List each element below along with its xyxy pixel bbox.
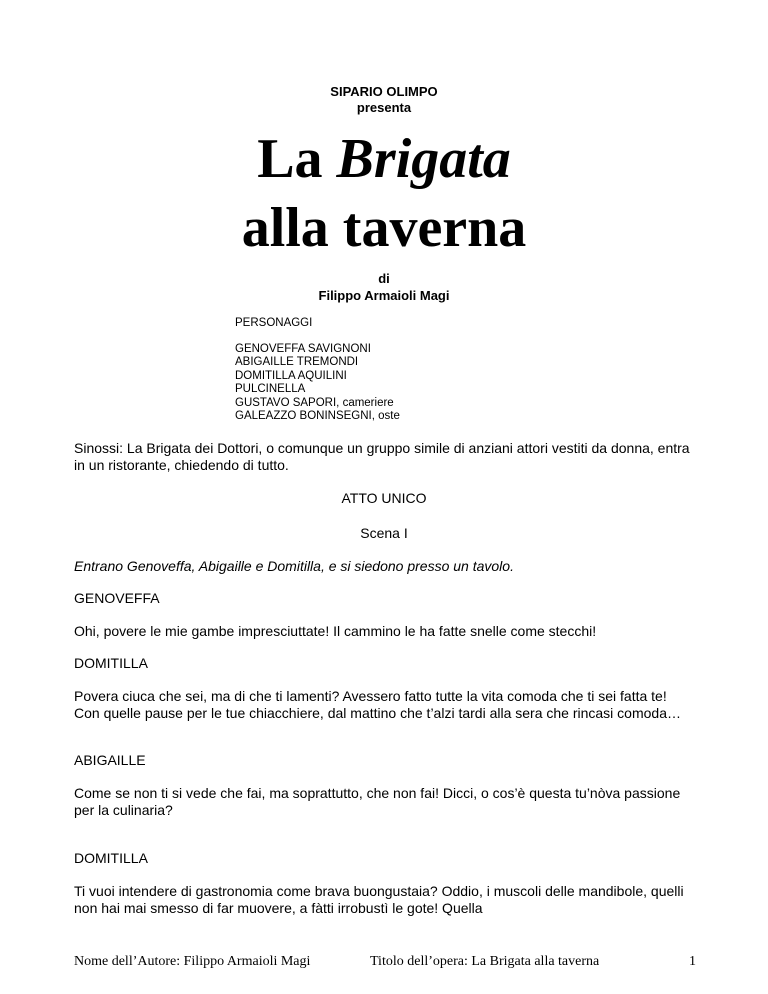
dialogue-line: Ti vuoi intendere di gastronomia come brava buongustaia? Oddio, i muscoli delle mandibole, quelli non hai mai smesso di far muovere, a fàtti irrobustì le gote! Quella [74, 883, 684, 916]
title-line-2: alla taverna [241, 197, 527, 259]
dialogue-line: Ohi, povere le mie gambe impresciuttate! Il cammino le ha fatte snelle come stecchi! [74, 623, 597, 639]
cast-member: GUSTAVO SAPORI, cameriere [235, 396, 394, 409]
dialogue-line: Povera ciuca che sei, ma di che ti lamenti? Avessero fatto tutte la vita comoda che ti sei fatta te! Con quelle pause per le tue chiacchiere, dal mattino che t’alzi tardi alla sera che rincasi comoda… [74, 688, 681, 721]
stage-direction: Entrano Genoveffa, Abigaille e Domitilla, e si siedono presso un tavolo. [74, 558, 514, 574]
footer-author: Nome dell’Autore: Filippo Armaioli Magi [74, 954, 311, 969]
act-heading: ATTO UNICO [341, 490, 427, 506]
publisher-name: SIPARIO OLIMPO [330, 84, 438, 99]
page-number: 1 [689, 954, 696, 969]
title-italic-word: Brigata [336, 128, 511, 190]
author-block [0, 270, 768, 304]
cast-heading: PERSONAGGI [235, 317, 313, 329]
cast-member: DOMITILLA AQUILINI [235, 369, 347, 382]
presents-label: presenta [356, 100, 412, 115]
cast-member: ABIGAILLE TREMONDI [235, 356, 359, 368]
speaker-name: ABIGAILLE [74, 752, 146, 768]
speaker-name: DOMITILLA [74, 850, 148, 866]
footer-work-title: Titolo dell’opera: La Brigata alla taverna [370, 954, 600, 969]
dialogue-line: Come se non ti si vede che fai, ma soprattutto, che non fai! Dicci, o cos’è questa tu’nòva passione per la culinaria? [74, 785, 681, 818]
speaker-name: GENOVEFFA [74, 590, 160, 606]
cast-member: GALEAZZO BONINSEGNI, oste [235, 410, 400, 422]
author-name: Filippo Armaioli Magi [318, 288, 450, 303]
cast-member: GENOVEFFA SAVIGNONI [235, 342, 371, 355]
cast-member: PULCINELLA [235, 383, 306, 395]
title-prefix: La [257, 128, 323, 190]
cast-list [235, 317, 400, 424]
by-label: di [378, 271, 390, 286]
scene-heading: Scena I [360, 525, 408, 541]
publisher-block [0, 84, 768, 116]
title-line-1 [0, 129, 768, 189]
synopsis: Sinossi: La Brigata dei Dottori, o comunque un gruppo simile di anziani attori vestiti da donna, entra in un ristorante, chiedendo di tutto. [74, 440, 690, 473]
speaker-name: DOMITILLA [74, 655, 148, 671]
